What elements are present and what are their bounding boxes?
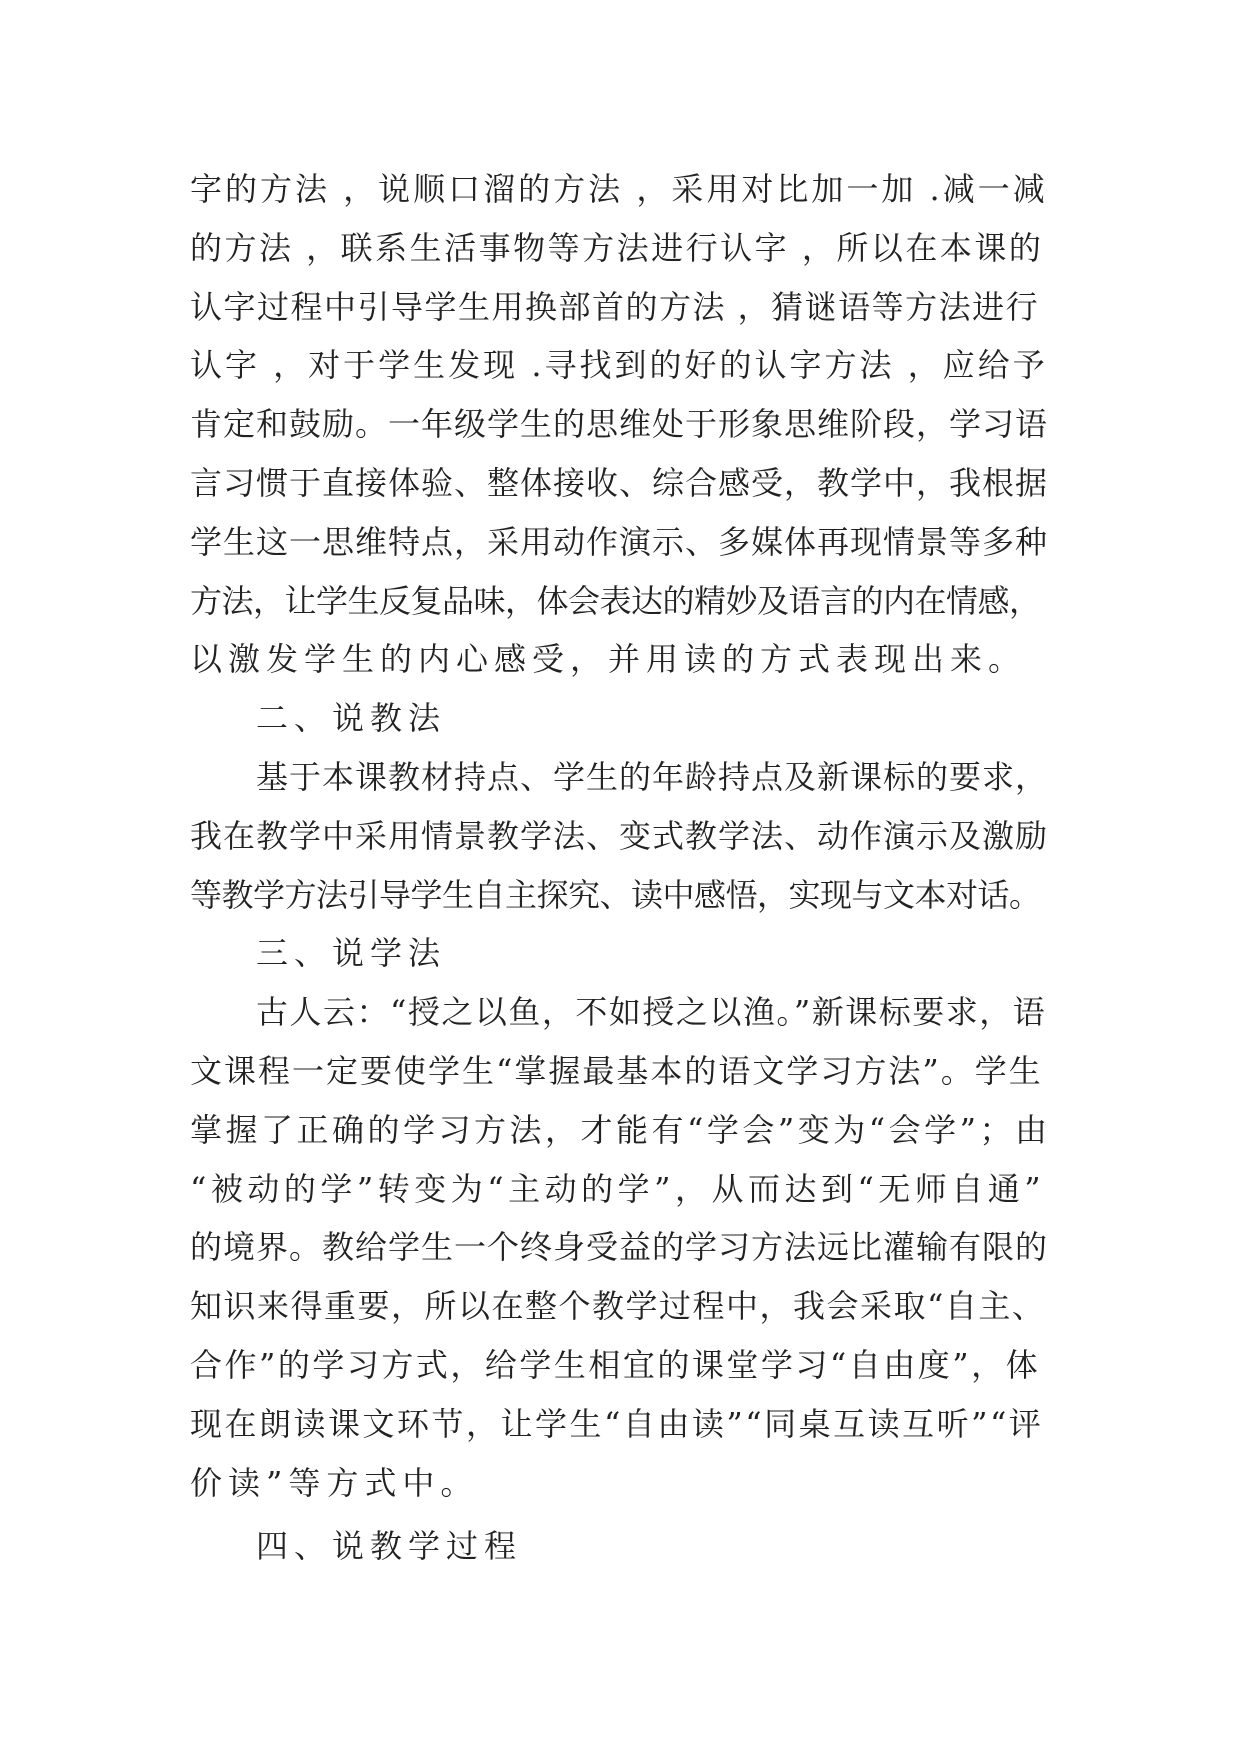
text-line: 方法，让学生反复品味，体会表达的精妙及语言的内在情感， (190, 581, 1041, 620)
text-line: 认字过程中引导学生用换部首的方法 ，猜谜语等方法进行 (190, 287, 1040, 326)
section-heading-learning-method: 三、说学法 (256, 934, 447, 973)
text-line: 古人云：“授之以鱼，不如授之以渔。”新课标要求，语 (256, 993, 1047, 1032)
document-body (190, 160, 1050, 1576)
text-line: 价读”等方式中。 (190, 1463, 479, 1502)
text-line: 掌握了正确的学习方法，才能有“学会”变为“会学”；由 (190, 1110, 1051, 1149)
text-line: 学生这一思维特点，采用动作演示、多媒体再现情景等多种 (190, 522, 1049, 561)
text-line: 字的方法 ，说顺口溜的方法 ，采用对比加一加 .减一减 (190, 170, 1048, 208)
text-line: 基于本课教材持点、学生的年龄持点及新课标的要求， (256, 757, 1049, 796)
text-line: 知识来得重要，所以在整个教学过程中，我会采取“自主、 (190, 1287, 1046, 1326)
text-line: 的方法 ，联系生活事物等方法进行认字 ，所以在本课的 (190, 228, 1044, 267)
text-line: 以激发学生的内心感受，并用读的方式表现出来。 (190, 640, 1027, 679)
text-line: “被动的学”转变为“主动的学”，从而达到“无师自通” (190, 1169, 1046, 1208)
text-line: 肯定和鼓励。一年级学生的思维处于形象思维阶段，学习语 (190, 405, 1049, 444)
text-line: 合作”的学习方式，给学生相宜的课堂学习“自由度”，体 (190, 1345, 1041, 1384)
section-heading-teaching-process: 四、说教学过程 (256, 1527, 523, 1566)
text-line: 文课程一定要使学生“掌握最基本的语文学习方法”。学生 (190, 1051, 1043, 1090)
text-line: 我在教学中采用情景教学法、变式教学法、动作演示及激励 (190, 816, 1049, 855)
text-line: 认字 ，对于学生发现 .寻找到的好的认字方法 ，应给予 (190, 346, 1048, 385)
text-line: 等教学方法引导学生自主探究、读中感悟，实现与文本对话。 (190, 875, 1041, 914)
text-line: 现在朗读课文环节，让学生“自由读”“同桌互读互听”“评 (190, 1404, 1044, 1443)
text-line: 的境界。教给学生一个终身受益的学习方法远比灌输有限的 (190, 1228, 1049, 1267)
section-heading-teaching-method: 二、说教法 (256, 699, 447, 738)
text-line: 言习惯于直接体验、整体接收、综合感受，教学中，我根据 (190, 463, 1049, 502)
